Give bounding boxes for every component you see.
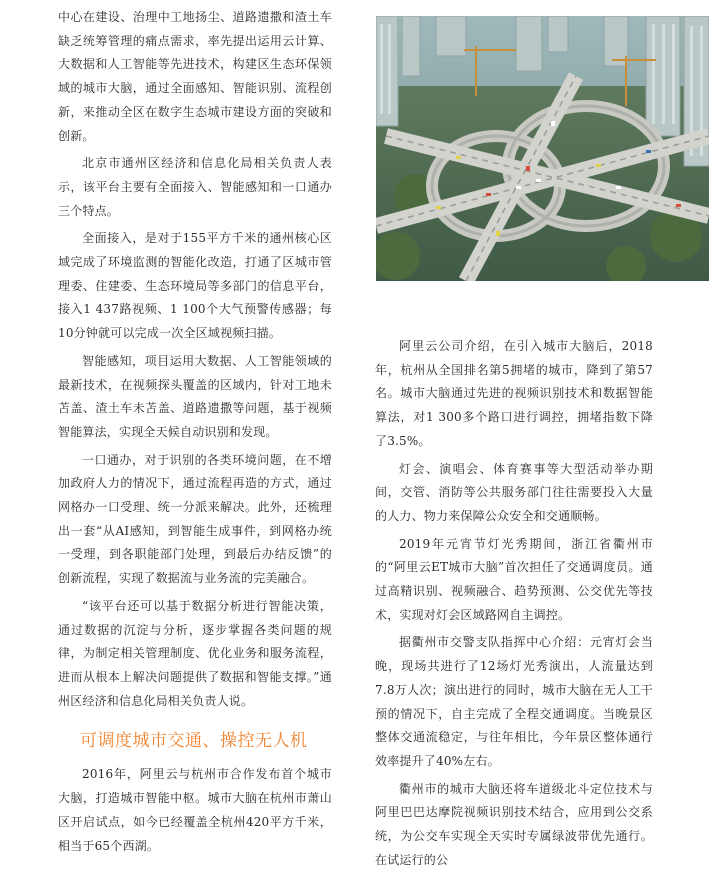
body-paragraph: 灯会、演唱会、体育赛事等大型活动举办期间，交管、消防等公共服务部门往往需要投入大量的人力、物力来保障公众安全和交通顺畅。 [375, 461, 653, 523]
left-column [58, 6, 332, 862]
body-paragraph: 北京市通州区经济和信息化局相关负责人表示，该平台主要有全面接入、智能感知和一口通办三个特点。 [58, 156, 332, 218]
body-paragraph: 阿里云公司介绍，在引入城市大脑后，2018年，杭州从全国排名第5拥堵的城市，降到了第57名。城市大脑通过先进的视频识别技术和数据智能算法，对1 300多个路口进行调控，拥堵指数下降了3.5%。 [375, 339, 653, 448]
body-paragraph: 一口通办，对于识别的各类环境问题，在不增加政府人力的情况下，通过流程再造的方式，通过网格办一口受理、统一分派来解决。此外，还梳理出一套“从AI感知，到智能生成事件，到网格办统一受理，到各职能部门处理，到最后办结反馈”的创新流程，实现了数据流与业务流的完美融合。 [58, 452, 332, 586]
body-paragraph: 智能感知，项目运用大数据、人工智能领域的最新技术，在视频探头覆盖的区域内，针对工地未苫盖、渣土车未苫盖、道路遗撒等问题，基于视频智能算法，实现全天候自动识别和发现。 [58, 353, 332, 439]
body-paragraph: 据衢州市交警支队指挥中心介绍：元宵灯会当晚，现场共进行了12场灯光秀演出，人流量达到7.8万人次；演出进行的同时，城市大脑在无人工干预的情况下，自主完成了全程交通调度。当晚景区整体交通流稳定，与往年相比，今年景区整体通行效率提升了40%左右。 [375, 635, 653, 768]
body-paragraph: 全面接入，是对于155平方千米的通州核心区域完成了环境监测的智能化改造，打通了区城市管理委、住建委、生态环境局等多部门的信息平台，接入1 437路视频、1 100个大气预警传感器；每10分钟就可以完成一次全区域视频扫描。 [58, 231, 332, 341]
body-paragraph: 衢州市的城市大脑还将车道级北斗定位技术与阿里巴巴达摩院视频识别技术结合，应用到公交系统，为公交车实现全天实时专属绿波带优先通行。在试运行的公 [375, 781, 653, 867]
body-paragraph: 2019年元宵节灯光秀期间，浙江省衢州市的“阿里云ET城市大脑”首次担任了交通调度员。通过高精识别、视频融合、趋势预测、公交优先等技术，实现对灯会区域路网自主调控。 [375, 536, 653, 622]
city-interchange-photo [376, 16, 709, 281]
body-paragraph: “该平台还可以基于数据分析进行智能决策，通过数据的沉淀与分析，逐步掌握各类问题的规律，为制定相关管理制度、优化业务和服务流程，进而从根本上解决问题提供了数据和智能支撑。”通州区经济和信息化局相关负责人说。 [58, 598, 332, 708]
right-column [375, 335, 653, 876]
interchange-illustration [376, 16, 709, 281]
body-paragraph: 中心在建设、治理中工地扬尘、道路遗撒和渣土车缺乏统筹管理的痛点需求，率先提出运用云计算、大数据和人工智能等先进技术，构建区生态环保领域的城市大脑，通过全面感知、智能识别、流程创新，来推动全区在数字生态城市建设方面的突破和创新。 [58, 10, 332, 143]
body-paragraph: 2016年，阿里云与杭州市合作发布首个城市大脑，打造城市智能中枢。城市大脑在杭州市萧山区开启试点，如今已经覆盖全杭州420平方千米，相当于65个西湖。 [58, 767, 332, 853]
section-title: 可调度城市交通、操控无人机 [80, 731, 308, 752]
